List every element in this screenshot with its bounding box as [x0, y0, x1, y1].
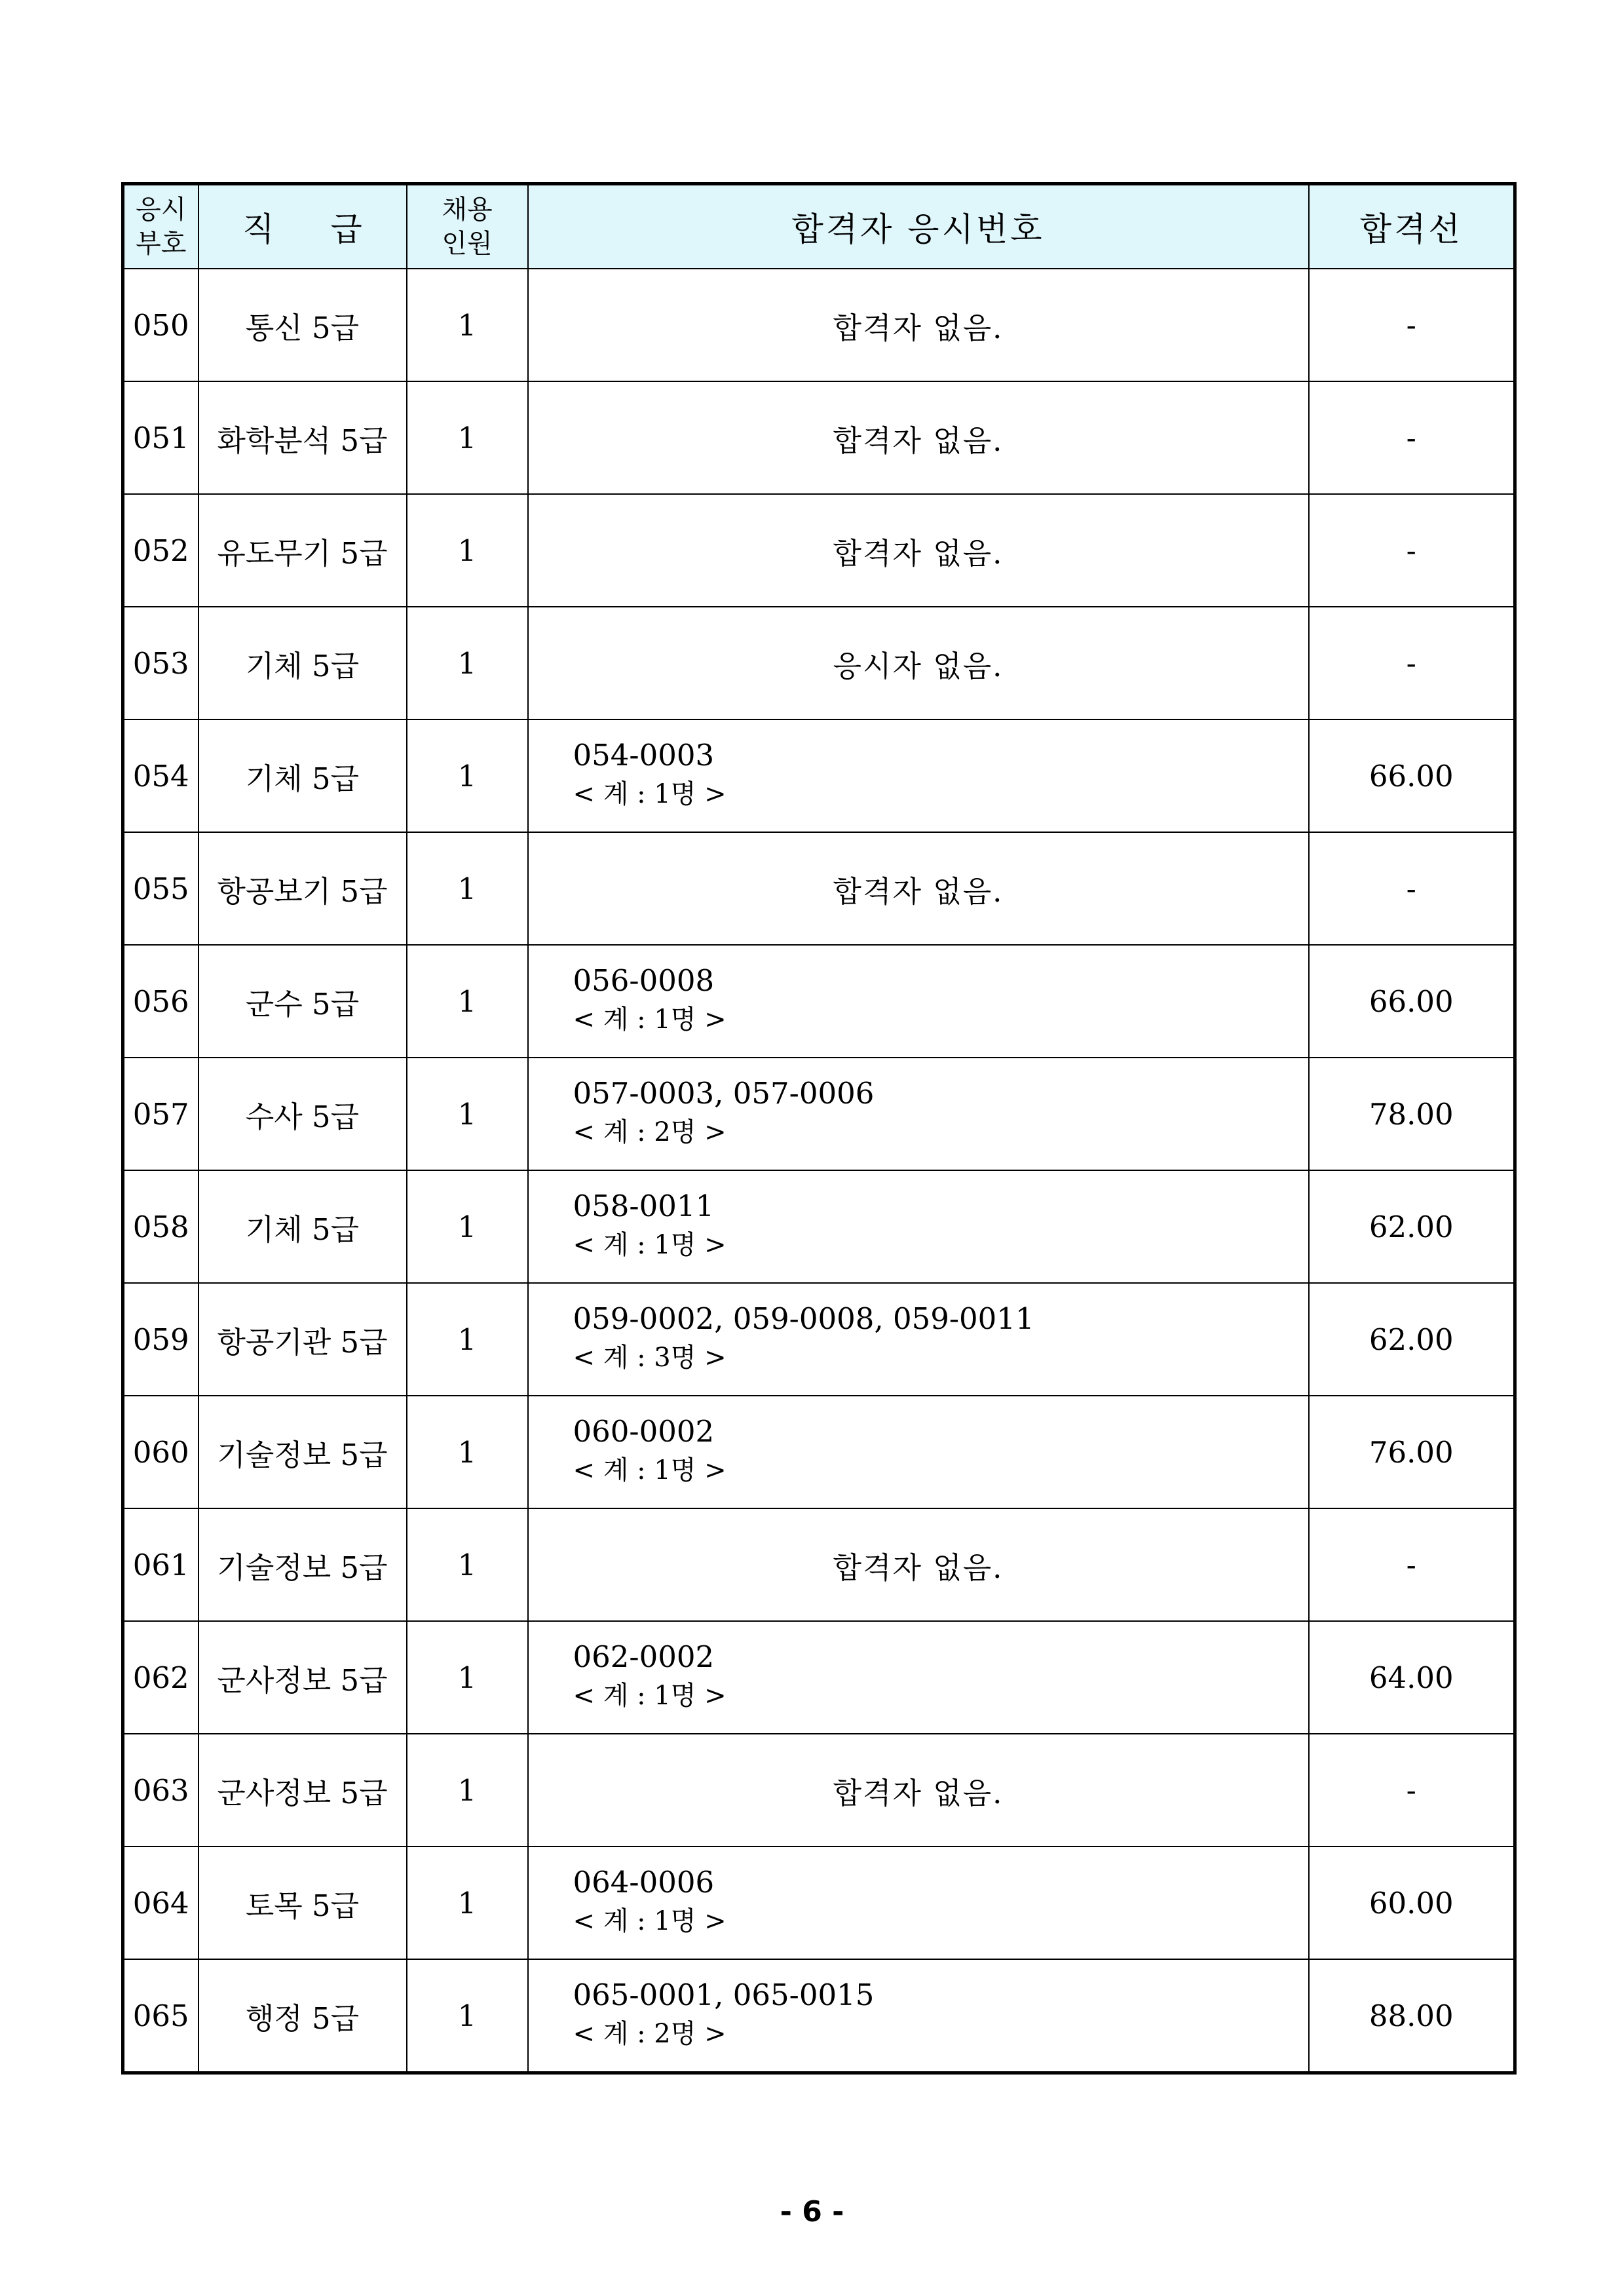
cutoff-cell: 62.00 — [1309, 1283, 1515, 1396]
exam-code-cell: 056 — [123, 945, 198, 1058]
passers-list-cell — [528, 945, 1309, 1058]
grade-cell: 군수 5급 — [198, 945, 407, 1058]
cutoff-cell: - — [1309, 607, 1515, 719]
table-body — [123, 269, 1515, 2073]
grade-cell: 항공보기 5급 — [198, 832, 407, 945]
cutoff-cell: 66.00 — [1309, 945, 1515, 1058]
exam-code-cell: 063 — [123, 1734, 198, 1846]
grade-cell: 행정 5급 — [198, 1959, 407, 2073]
cutoff-cell: 76.00 — [1309, 1396, 1515, 1508]
hire-count-cell: 1 — [407, 719, 528, 832]
hire-count-cell: 1 — [407, 1734, 528, 1846]
header-exam-code-line1: 응시 — [136, 195, 187, 225]
cutoff-cell: - — [1309, 381, 1515, 494]
table-row — [123, 1170, 1515, 1283]
passers-list-cell — [528, 1283, 1309, 1396]
passers-none-cell: 합격자 없음. — [528, 381, 1309, 494]
passer-ids: 054-0003 — [573, 738, 715, 773]
passer-count: < 계 : 2명 > — [573, 1117, 727, 1147]
table-row — [123, 1846, 1515, 1959]
passer-count: < 계 : 1명 > — [573, 1906, 727, 1936]
exam-code-cell: 053 — [123, 607, 198, 719]
passer-count: < 계 : 1명 > — [573, 1681, 727, 1711]
cutoff-cell: - — [1309, 1734, 1515, 1846]
passer-ids: 062-0002 — [573, 1639, 715, 1674]
table-row — [123, 719, 1515, 832]
passer-count: < 계 : 1명 > — [573, 779, 727, 809]
passer-count: < 계 : 1명 > — [573, 1455, 727, 1485]
header-hire-count-line1: 채용 — [442, 195, 493, 225]
cutoff-cell: - — [1309, 832, 1515, 945]
passers-list-cell — [528, 1621, 1309, 1734]
exam-code-cell: 055 — [123, 832, 198, 945]
hire-count-cell: 1 — [407, 494, 528, 607]
passers-list-cell — [528, 1170, 1309, 1283]
table-row — [123, 1621, 1515, 1734]
hire-count-cell: 1 — [407, 1846, 528, 1959]
hire-count-cell: 1 — [407, 945, 528, 1058]
header-exam-code-line2: 부호 — [136, 229, 187, 259]
passers-list-cell — [528, 1846, 1309, 1959]
table-row — [123, 1283, 1515, 1396]
hire-count-cell: 1 — [407, 832, 528, 945]
passer-count: < 계 : 1명 > — [573, 1230, 727, 1260]
results-table — [121, 182, 1517, 2075]
cutoff-cell: - — [1309, 494, 1515, 607]
table-row — [123, 381, 1515, 494]
grade-cell: 토목 5급 — [198, 1846, 407, 1959]
cutoff-cell: 64.00 — [1309, 1621, 1515, 1734]
page-number: - 6 - — [780, 2195, 844, 2229]
passers-list-cell — [528, 1959, 1309, 2073]
header-exam-code — [123, 184, 198, 269]
exam-code-cell: 062 — [123, 1621, 198, 1734]
hire-count-cell: 1 — [407, 1396, 528, 1508]
header-hire-count — [407, 184, 528, 269]
passer-ids: 059-0002, 059-0008, 059-0011 — [573, 1301, 1034, 1336]
passer-ids: 060-0002 — [573, 1414, 715, 1449]
exam-code-cell: 065 — [123, 1959, 198, 2073]
grade-cell: 항공기관 5급 — [198, 1283, 407, 1396]
table-row — [123, 1734, 1515, 1846]
cutoff-cell: 78.00 — [1309, 1058, 1515, 1170]
table-row — [123, 1058, 1515, 1170]
hire-count-cell: 1 — [407, 1959, 528, 2073]
table-header — [123, 184, 1515, 269]
cutoff-cell: 66.00 — [1309, 719, 1515, 832]
exam-code-cell: 058 — [123, 1170, 198, 1283]
table-row — [123, 607, 1515, 719]
exam-code-cell: 064 — [123, 1846, 198, 1959]
hire-count-cell: 1 — [407, 1283, 528, 1396]
grade-cell: 군사정보 5급 — [198, 1734, 407, 1846]
passers-none-cell: 합격자 없음. — [528, 1734, 1309, 1846]
exam-code-cell: 059 — [123, 1283, 198, 1396]
grade-cell: 군사정보 5급 — [198, 1621, 407, 1734]
passer-ids: 065-0001, 065-0015 — [573, 1978, 875, 2012]
passer-count: < 계 : 1명 > — [573, 1004, 727, 1035]
header-passer-numbers: 합격자 응시번호 — [528, 184, 1309, 269]
passer-ids: 058-0011 — [573, 1189, 715, 1223]
header-hire-count-line2: 인원 — [442, 229, 493, 259]
hire-count-cell: 1 — [407, 1170, 528, 1283]
header-cutoff: 합격선 — [1309, 184, 1515, 269]
passer-ids: 064-0006 — [573, 1865, 715, 1900]
cutoff-cell: 62.00 — [1309, 1170, 1515, 1283]
passers-none-cell: 합격자 없음. — [528, 269, 1309, 381]
passers-list-cell — [528, 719, 1309, 832]
cutoff-cell: - — [1309, 1508, 1515, 1621]
passer-count: < 계 : 3명 > — [573, 1343, 727, 1373]
hire-count-cell: 1 — [407, 381, 528, 494]
passer-count: < 계 : 2명 > — [573, 2019, 727, 2049]
grade-cell: 기술정보 5급 — [198, 1508, 407, 1621]
hire-count-cell: 1 — [407, 1621, 528, 1734]
header-grade: 직 급 — [198, 184, 407, 269]
table-row — [123, 832, 1515, 945]
cutoff-cell: 88.00 — [1309, 1959, 1515, 2073]
hire-count-cell: 1 — [407, 1058, 528, 1170]
exam-code-cell: 052 — [123, 494, 198, 607]
grade-cell: 기체 5급 — [198, 1170, 407, 1283]
passers-none-cell: 합격자 없음. — [528, 1508, 1309, 1621]
table-row — [123, 1396, 1515, 1508]
grade-cell: 기체 5급 — [198, 719, 407, 832]
table-row — [123, 494, 1515, 607]
exam-code-cell: 051 — [123, 381, 198, 494]
passers-list-cell — [528, 1396, 1309, 1508]
hire-count-cell: 1 — [407, 269, 528, 381]
exam-code-cell: 057 — [123, 1058, 198, 1170]
exam-code-cell: 050 — [123, 269, 198, 381]
passer-ids: 056-0008 — [573, 963, 715, 998]
table-row — [123, 945, 1515, 1058]
passer-ids: 057-0003, 057-0006 — [573, 1076, 875, 1111]
passers-none-cell: 합격자 없음. — [528, 832, 1309, 945]
hire-count-cell: 1 — [407, 607, 528, 719]
passers-none-cell: 합격자 없음. — [528, 494, 1309, 607]
table-row — [123, 1959, 1515, 2073]
grade-cell: 수사 5급 — [198, 1058, 407, 1170]
grade-cell: 유도무기 5급 — [198, 494, 407, 607]
passers-list-cell — [528, 1058, 1309, 1170]
header-row — [123, 184, 1515, 269]
table-row — [123, 1508, 1515, 1621]
hire-count-cell: 1 — [407, 1508, 528, 1621]
table-row — [123, 269, 1515, 381]
passers-none-cell: 응시자 없음. — [528, 607, 1309, 719]
grade-cell: 기술정보 5급 — [198, 1396, 407, 1508]
exam-code-cell: 054 — [123, 719, 198, 832]
grade-cell: 통신 5급 — [198, 269, 407, 381]
cutoff-cell: - — [1309, 269, 1515, 381]
grade-cell: 화학분석 5급 — [198, 381, 407, 494]
cutoff-cell: 60.00 — [1309, 1846, 1515, 1959]
grade-cell: 기체 5급 — [198, 607, 407, 719]
exam-code-cell: 060 — [123, 1396, 198, 1508]
exam-code-cell: 061 — [123, 1508, 198, 1621]
